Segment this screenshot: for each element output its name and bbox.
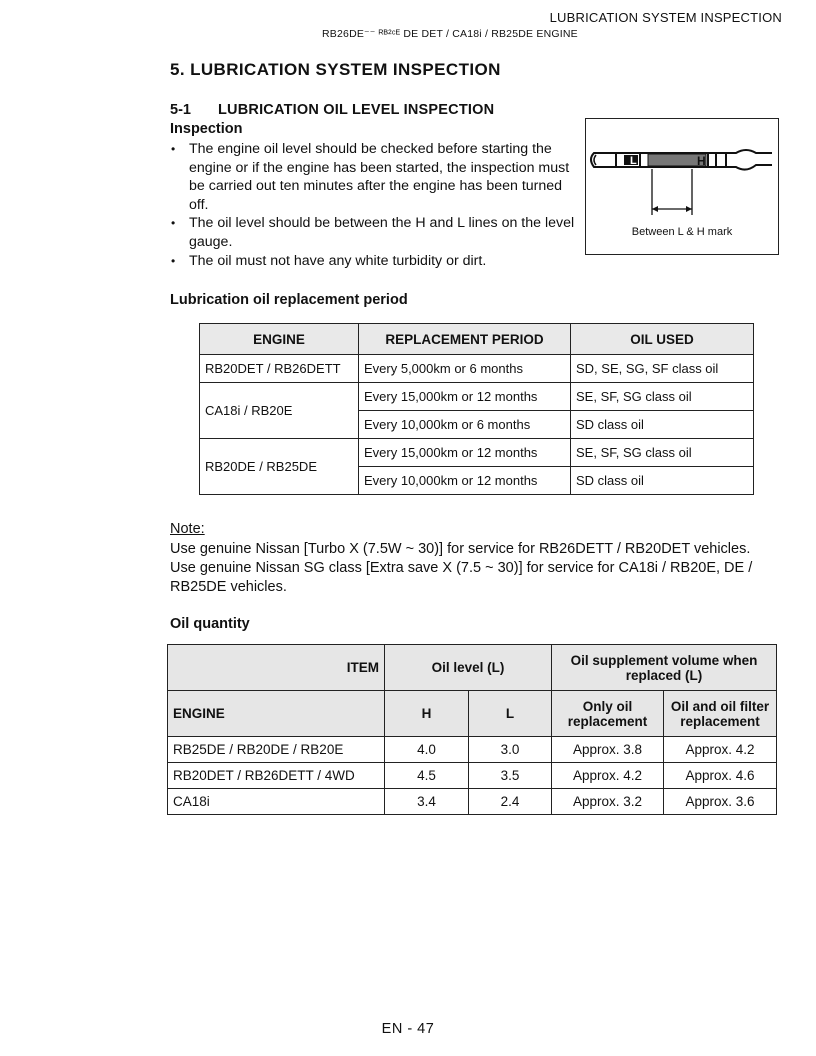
oil-cell: SD class oil (571, 411, 754, 439)
subsection-title: LUBRICATION OIL LEVEL INSPECTION (218, 102, 495, 118)
engine-header: ENGINE (168, 691, 385, 737)
bullet-item: • The oil must not have any white turbidity or dirt. (170, 252, 582, 271)
table-row (168, 763, 777, 789)
header-subtitle: RB26DE⁻⁻ ᴿᴮ²ᶜᴱ DE DET / CA18i / RB25DE ENGINE (322, 28, 578, 40)
period-cell: Every 10,000km or 12 months (359, 467, 571, 495)
l-cell: 3.0 (469, 737, 552, 763)
h-cell: 4.5 (385, 763, 469, 789)
table-row (168, 737, 777, 763)
column-header: OIL USED (571, 324, 754, 355)
period-cell: Every 15,000km or 12 months (359, 439, 571, 467)
subsection-number: 5-1 (170, 102, 191, 118)
oil-filter-cell: Approx. 3.6 (664, 789, 777, 815)
engine-cell: RB20DET / RB26DETT (200, 355, 359, 383)
only-oil-cell: Approx. 3.8 (552, 737, 664, 763)
gauge-caption: Between L & H mark (631, 226, 733, 238)
supplement-header: Oil supplement volume when replaced (L) (552, 645, 777, 691)
oil-quantity-table (167, 644, 777, 815)
note-line: Use genuine Nissan SG class [Extra save X (7.5 ~ 30)] for service for CA18i / RB20E, DE / RB25DE vehicles. (170, 560, 753, 595)
engine-cell: RB20DE / RB25DE (200, 439, 359, 495)
note-line: Use genuine Nissan [Turbo X (7.5W ~ 30)] for service for RB26DETT / RB20DET vehicles. (170, 541, 751, 557)
l-cell: 2.4 (469, 789, 552, 815)
note-text (170, 540, 790, 597)
engine-cell: RB20DET / RB26DETT / 4WD (168, 763, 385, 789)
page-number: EN - 47 (381, 1021, 435, 1037)
table-header-row (168, 645, 777, 691)
h-cell: 4.0 (385, 737, 469, 763)
inspection-bullets (170, 140, 582, 270)
oil-gauge-figure (585, 118, 779, 255)
table-row (200, 383, 754, 411)
oil-filter-cell: Approx. 4.6 (664, 763, 777, 789)
engine-cell: RB25DE / RB20DE / RB20E (168, 737, 385, 763)
table-row (200, 355, 754, 383)
h-cell: 3.4 (385, 789, 469, 815)
gauge-h-mark: H (697, 154, 706, 168)
quantity-heading: Oil quantity (170, 616, 250, 632)
oil-filter-header: Oil and oil filter replacement (664, 691, 777, 737)
gauge-l-mark: L (630, 155, 637, 167)
only-oil-cell: Approx. 4.2 (552, 763, 664, 789)
only-oil-cell: Approx. 3.2 (552, 789, 664, 815)
oil-filter-cell: Approx. 4.2 (664, 737, 777, 763)
note-label: Note: (170, 521, 205, 537)
table-header-row (168, 691, 777, 737)
oil-cell: SE, SF, SG class oil (571, 439, 754, 467)
oil-cell: SD class oil (571, 467, 754, 495)
table-row (200, 439, 754, 467)
only-oil-header: Only oil replacement (552, 691, 664, 737)
replacement-table (199, 323, 754, 495)
bullet-item: • The engine oil level should be checked before starting the engine or if the engine has been started, the inspection must be carried out ten minutes after the engine has been turned off. (170, 140, 582, 214)
inspection-heading: Inspection (170, 121, 243, 137)
header-title: LUBRICATION SYSTEM INSPECTION (549, 10, 782, 25)
engine-cell: CA18i (168, 789, 385, 815)
table-row (168, 789, 777, 815)
oil-cell: SE, SF, SG class oil (571, 383, 754, 411)
table-header-row (200, 324, 754, 355)
bullet-item: • The oil level should be between the H and L lines on the level gauge. (170, 214, 582, 251)
period-cell: Every 5,000km or 6 months (359, 355, 571, 383)
l-header: L (469, 691, 552, 737)
h-header: H (385, 691, 469, 737)
item-header: ITEM (168, 645, 385, 691)
period-cell: Every 10,000km or 6 months (359, 411, 571, 439)
l-cell: 3.5 (469, 763, 552, 789)
column-header: ENGINE (200, 324, 359, 355)
period-cell: Every 15,000km or 12 months (359, 383, 571, 411)
column-header: REPLACEMENT PERIOD (359, 324, 571, 355)
section-title: 5. LUBRICATION SYSTEM INSPECTION (170, 60, 501, 79)
engine-cell: CA18i / RB20E (200, 383, 359, 439)
oil-level-header: Oil level (L) (385, 645, 552, 691)
oil-cell: SD, SE, SG, SF class oil (571, 355, 754, 383)
replacement-heading: Lubrication oil replacement period (170, 292, 408, 308)
